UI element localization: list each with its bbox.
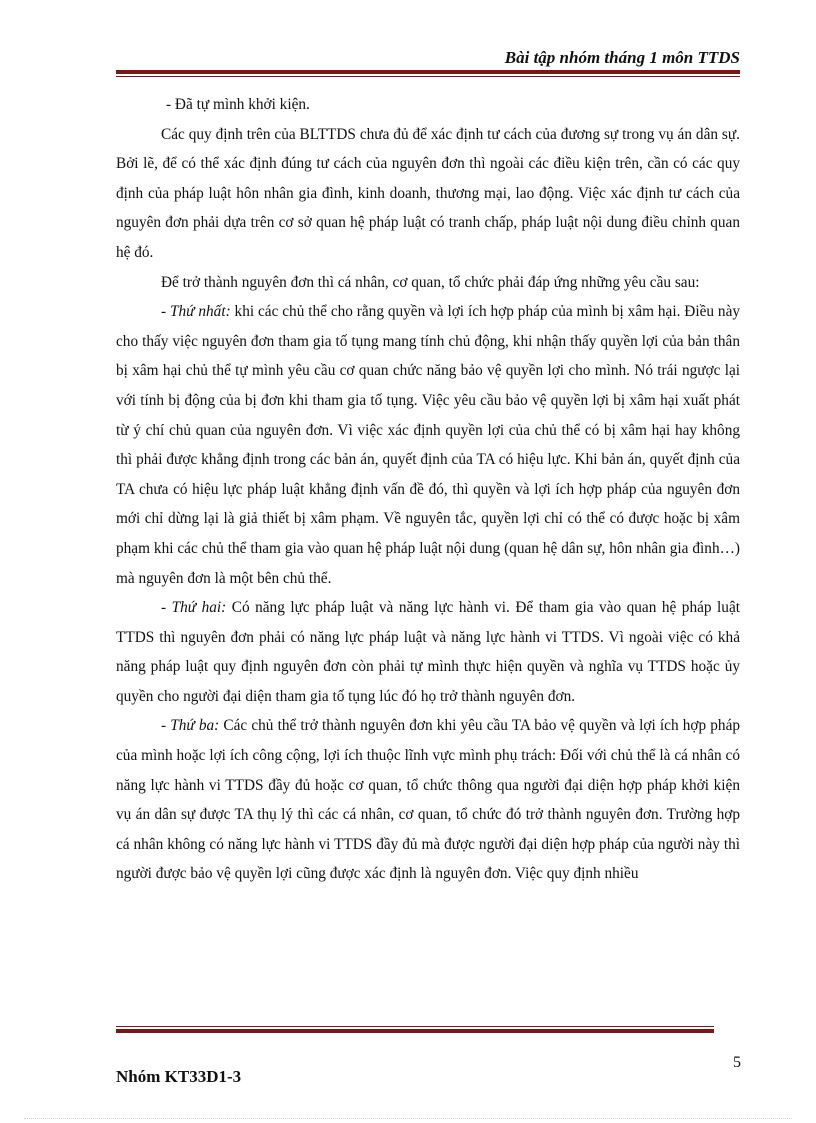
paragraph-4-lead: - Thứ nhất:: [161, 303, 231, 321]
footer-rule-thick: [116, 1029, 714, 1033]
paragraph-1: - Đã tự mình khởi kiện.: [166, 96, 310, 113]
paragraph-5: [116, 593, 740, 711]
paragraph-6-text: Các chủ thể trở thành nguyên đơn khi yêu cầu TA bảo vệ quyền và lợi ích hợp pháp của mình hoặc lợi ích công cộng, lợi ích thuộc lĩnh vực mình phụ trách: Đối với chủ thể là cá nhân có năng lực hành vi TTDS đầy đủ hoặc cơ quan, tổ chức thông qua người đại diện hợp pháp khởi kiện vụ án dân sự được TA thụ lý thì các cá nhân, cơ quan, tổ chức đó trở thành nguyên đơn. Trường hợp cá nhân không có năng lực hành vi TTDS đầy đủ mà được người đại diện hợp pháp của người này thì người được bảo vệ quyền lợi cũng được xác định là nguyên đơn. Việc quy định nhiều: [116, 717, 741, 883]
paragraph-2: Các quy định trên của BLTTDS chưa đủ để xác định tư cách của đương sự trong vụ án dân sự. Bởi lẽ, để có thể xác định đúng tư cách của nguyên đơn thì ngoài các điều kiện trên, cần có các quy định của pháp luật hôn nhân gia đình, kinh doanh, thương mại, lao động. Việc xác định tư cách của nguyên đơn phải dựa trên cơ sở quan hệ pháp luật có tranh chấp, pháp luật nội dung điều chỉnh quan hệ đó.: [116, 125, 740, 261]
paragraph-5-text: Có năng lực pháp luật và năng lực hành vi. Để tham gia vào quan hệ pháp luật TTDS thì nguyên đơn phải có năng lực pháp luật và năng lực hành vi TTDS. Vì ngoài việc có khả năng pháp luật quy định nguyên đơn còn phải tự mình thực hiện quyền và nghĩa vụ TTDS hoặc ủy quyền cho người đại diện tham gia tố tụng lúc đó họ trở thành nguyên đơn.: [116, 599, 740, 705]
header-rule-thick: [116, 70, 740, 74]
paragraph-6-lead: - Thứ ba:: [161, 717, 220, 735]
header-title: Bài tập nhóm tháng 1 môn TTDS: [504, 48, 740, 67]
page-number: 5: [733, 1054, 741, 1071]
paragraph-4: [116, 297, 740, 593]
page-bottom-border: [24, 1118, 792, 1119]
paragraph-5-lead: - Thứ hai:: [161, 599, 227, 617]
footer-rule-thin: [116, 1026, 714, 1027]
paragraph-3: Để trở thành nguyên đơn thì cá nhân, cơ quan, tổ chức phải đáp ứng những yêu cầu sau:: [161, 273, 700, 291]
paragraph-4-text: khi các chủ thể cho rằng quyền và lợi ích hợp pháp của mình bị xâm hại. Điều này cho thấy việc nguyên đơn tham gia tố tụng mang tính chủ động, khi nhận thấy quyền lợi của bản thân bị xâm hại chủ thể tự mình yêu cầu cơ quan chức năng bảo vệ quyền lợi cho mình. Nó trái ngược lại với tính bị động của bị đơn khi tham gia tố tụng. Việc yêu cầu bảo vệ quyền lợi bị xâm hại xuất phát từ ý chí chủ quan của nguyên đơn. Vì việc xác định quyền lợi của chủ thể có bị xâm hại hay không thì phải được khẳng định trong các bản án, quyết định của TA có hiệu lực. Khi bản án, quyết định của TA chưa có hiệu lực pháp luật khẳng định vấn đề đó, thì quyền và lợi ích hợp pháp của nguyên đơn mới chỉ dừng lại là giả thiết bị xâm phạm. Về nguyên tắc, quyền lợi chỉ có thể có được hoặc bị xâm phạm khi các chủ thể tham gia vào quan hệ pháp luật nội dung (quan hệ dân sự, hôn nhân gia đình…) mà nguyên đơn là một bên chủ thể.: [116, 303, 741, 587]
document-body: [116, 90, 740, 889]
footer-group-name: Nhóm KT33D1-3: [116, 1067, 242, 1086]
paragraph-6: [116, 711, 740, 889]
header-rule-thin: [116, 76, 740, 77]
